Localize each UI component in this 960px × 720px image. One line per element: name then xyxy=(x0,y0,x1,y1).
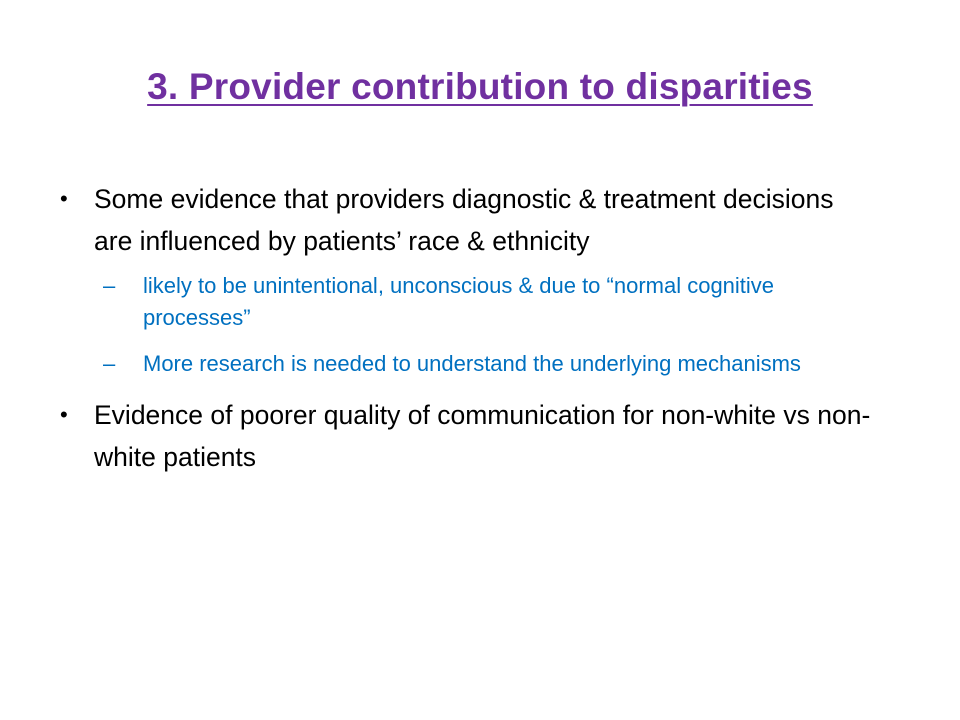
bullet-list xyxy=(58,178,878,486)
bullet-marker: • xyxy=(60,186,68,211)
bullet-item xyxy=(58,178,878,262)
bullet-marker: • xyxy=(60,402,68,427)
slide-title: 3. Provider contribution to disparities xyxy=(147,66,813,107)
bullet-text: Some evidence that providers diagnostic & treatment decisions are influenced by patients’ race & ethnicity xyxy=(94,184,834,256)
sub-bullet-item xyxy=(58,348,878,380)
sub-bullet-list xyxy=(58,270,878,380)
bullet-item xyxy=(58,394,878,478)
sub-bullet-text: More research is needed to understand the underlying mechanisms xyxy=(143,351,801,376)
bullet-text: Evidence of poorer quality of communication for non-white vs non-white patients xyxy=(94,400,871,472)
sub-bullet-item xyxy=(58,270,878,334)
sub-bullet-text: likely to be unintentional, unconscious & due to “normal cognitive processes” xyxy=(143,273,775,330)
dash-marker: – xyxy=(103,351,116,376)
dash-marker: – xyxy=(103,273,116,298)
